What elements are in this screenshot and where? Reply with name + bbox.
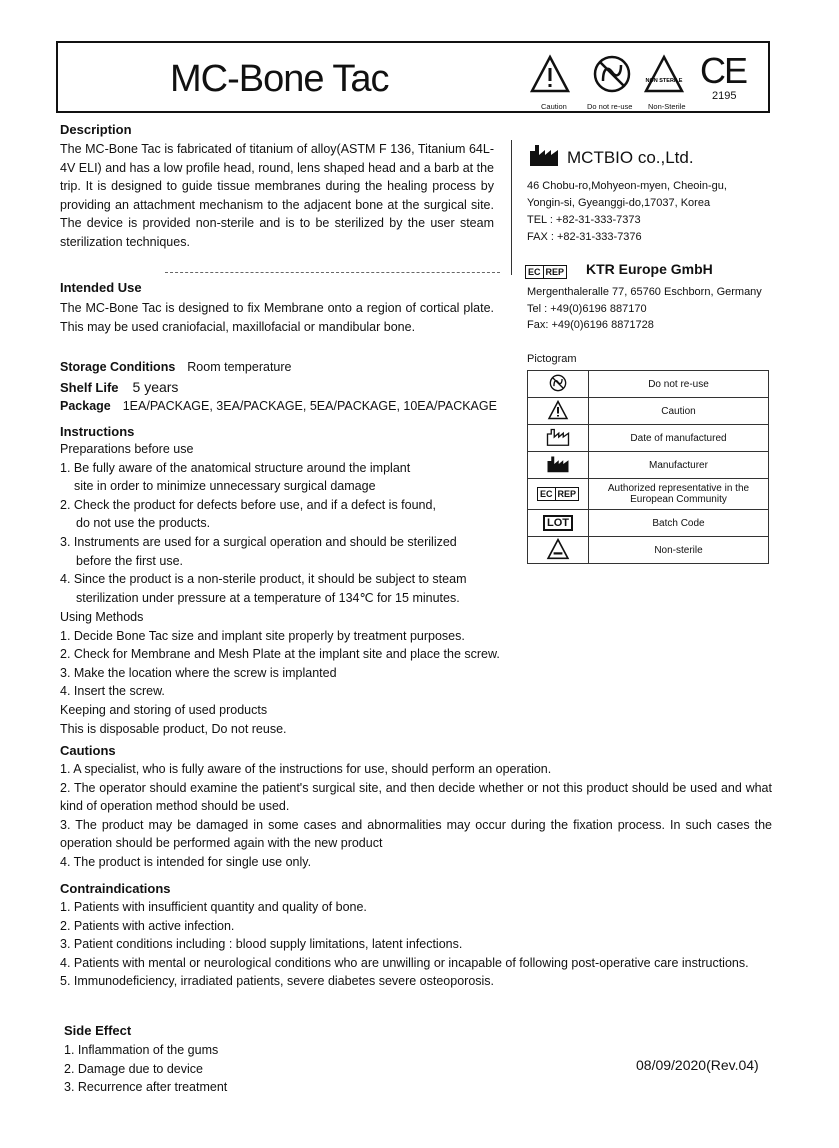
pictogram-label-cell: Batch Code (589, 510, 769, 537)
ce-number: 2195 (712, 90, 737, 102)
pictogram-label-cell: Date of manufactured (589, 425, 769, 452)
list-item: site in order to minimize unnecessary surgical damage (74, 479, 376, 494)
list-item: 2. Patients with active infection. (60, 918, 235, 933)
lot-icon: LOT (543, 515, 573, 531)
list-item: 1. A specialist, who is fully aware of the instructions for use, should perform an operation. (60, 762, 552, 776)
pictogram-label: Pictogram (527, 353, 577, 365)
table-row (528, 479, 769, 510)
pictogram-icon-cell (528, 371, 589, 398)
do-not-reuse-icon (549, 374, 567, 392)
address-line: Mergenthaleralle 77, 65760 Eschborn, Germany (527, 286, 762, 298)
list-item: do not use the products. (76, 516, 211, 531)
table-row (528, 398, 769, 425)
preparations-heading: Preparations before use (60, 442, 194, 456)
instructions-heading: Instructions (60, 424, 135, 439)
address-line: Fax: +49(0)6196 8871728 (527, 319, 654, 331)
using-methods-list (60, 608, 580, 738)
list-item: 2. Check the product for defects before use, and if a defect is found, (60, 497, 436, 512)
description-text: The MC-Bone Tac is fabricated of titanium of alloy(ASTM F 136, Titanium 64L-4V ELI) and has a low profile head, round, lens shaped head and a barb at the trip. It is designed to guide tissue membranes during the healing process by providing an attachment mechanism to the adjacent bone at the surgical site. The device is provided non-sterile and is to be sterilized by the user steam sterilization techniques. (60, 142, 494, 249)
pictogram-label-cell: Authorized representative in the European Community (589, 479, 769, 510)
list-item: 1. Inflammation of the gums (64, 1043, 219, 1057)
preparations-list (60, 440, 530, 607)
non-sterile-caption: Non-Sterile (648, 102, 686, 111)
rep-icon: REP (556, 487, 580, 501)
intended-use-heading: Intended Use (60, 280, 142, 295)
list-item: 1. Be fully aware of the anatomical structure around the implant (60, 460, 411, 475)
eu-rep-name: KTR Europe GmbH (586, 261, 713, 277)
side-effect-list (64, 1041, 227, 1097)
table-row (528, 425, 769, 452)
list-item: 2. Damage due to device (64, 1061, 203, 1076)
contraindications-list (60, 898, 772, 991)
shelf-life-row (60, 379, 178, 395)
package-row (60, 399, 497, 413)
cautions-list (60, 760, 772, 872)
product-title: MC-Bone Tac (170, 58, 389, 100)
keeping-note: Keeping and storing of used products (60, 702, 268, 717)
list-item: 3. Patient conditions including : blood supply limitations, latent infections. (60, 937, 463, 952)
pictogram-icon-cell (528, 425, 589, 452)
contraindications-heading: Contraindications (60, 881, 171, 896)
disposable-note: This is disposable product, Do not reuse. (60, 721, 287, 736)
date-of-manufacture-icon (546, 428, 570, 446)
pictogram-icon-cell (528, 398, 589, 425)
package-value: 1EA/PACKAGE, 3EA/PACKAGE, 5EA/PACKAGE, 10EA/PACKAGE (122, 399, 497, 413)
manufacturer-icon (529, 143, 559, 167)
ce-mark: CE (700, 50, 747, 91)
ec-icon: EC (525, 265, 544, 279)
address-line: TEL : +82-31-333-7373 (527, 214, 641, 226)
storage-row (60, 360, 292, 374)
pictogram-table (527, 370, 769, 564)
list-item: 1. Decide Bone Tac size and implant site properly by treatment purposes. (60, 628, 465, 643)
do-not-reuse-caption: Do not re-use (587, 102, 633, 111)
address-line: Yongin-si, Gyeanggi-do,17037, Korea (527, 197, 711, 209)
list-item: before the first use. (76, 553, 184, 568)
shelf-life-label: Shelf Life (60, 380, 119, 395)
pictogram-icon-cell (528, 537, 589, 564)
side-effect-heading: Side Effect (64, 1023, 132, 1038)
divider-dashed (165, 272, 500, 273)
using-methods-heading: Using Methods (60, 610, 144, 624)
ec-icon: EC (537, 487, 556, 501)
caution-triangle-icon (547, 400, 569, 420)
list-item: 3. Instruments are used for a surgical operation and should be sterilized (60, 534, 457, 549)
non-sterile-icon (644, 54, 684, 94)
list-item: 3. Recurrence after treatment (64, 1080, 228, 1095)
table-row (528, 452, 769, 479)
pictogram-label-cell: Manufacturer (589, 452, 769, 479)
address-line: Tel : +49(0)6196 887170 (527, 302, 647, 315)
pictogram-icon-cell (528, 479, 589, 510)
non-sterile-icon (546, 538, 570, 560)
list-item: 4. Insert the screw. (60, 684, 165, 699)
list-item: sterilization under pressure at a temperature of 134℃ for 15 minutes. (76, 590, 460, 605)
caution-triangle-icon (530, 54, 570, 94)
intended-use-text: The MC-Bone Tac is designed to fix Membrane onto a region of cortical plate. This may be used craniofacial, maxillofacial or mandibular bone. (60, 301, 494, 334)
list-item: 2. Check for Membrane and Mesh Plate at the implant site and place the screw. (60, 647, 500, 662)
list-item: 1. Patients with insufficient quantity and quality of bone. (60, 900, 367, 914)
rep-icon: REP (544, 265, 568, 279)
cautions-heading: Cautions (60, 743, 116, 758)
caution-caption: Caution (541, 102, 567, 111)
eu-rep-address (527, 284, 762, 334)
list-item: 4. Patients with mental or neurological conditions who are unwilling or incapable of following post-operative care instructions. (60, 955, 749, 970)
column-divider (511, 140, 512, 275)
address-line: 46 Chobu-ro,Mohyeon-myen, Cheoin-gu, (527, 180, 727, 192)
list-item: 3. Make the location where the screw is implanted (60, 665, 337, 680)
storage-value: Room temperature (187, 360, 292, 374)
table-row (528, 537, 769, 564)
ec-rep-badge (525, 262, 567, 280)
list-item: 5. Immunodeficiency, irradiated patients, severe diabetes severe osteoporosis. (60, 974, 495, 989)
pictogram-icon-cell (528, 510, 589, 537)
table-row (528, 510, 769, 537)
pictogram-label-cell: Caution (589, 398, 769, 425)
address-line: FAX : +82-31-333-7376 (527, 231, 642, 243)
table-row (528, 371, 769, 398)
pictogram-label-cell: Non-sterile (589, 537, 769, 564)
list-item: 3. The product may be damaged in some cases and abnormalities may occur during the fixation process. In such cases the operation should be performed again with the new product (60, 817, 772, 851)
pictogram-label-cell: Do not re-use (589, 371, 769, 398)
pictogram-icon-cell (528, 452, 589, 479)
do-not-reuse-icon (592, 54, 632, 94)
list-item: 4. Since the product is a non-sterile product, it should be subject to steam (60, 572, 467, 587)
revision-date: 08/09/2020(Rev.04) (636, 1057, 759, 1073)
manufacturer-name: MCTBIO co.,Ltd. (567, 148, 694, 167)
description-heading: Description (60, 122, 132, 137)
list-item: 4. The product is intended for single use only. (60, 854, 312, 869)
manufacturer-icon (546, 455, 570, 473)
shelf-life-value: 5 years (132, 379, 179, 395)
package-label: Package (60, 399, 111, 413)
list-item: 2. The operator should examine the patient's surgical site, and then decide whether or not this product should be used and what kind of operation method should be used. (60, 780, 772, 814)
non-sterile-inner-text: NON STERILE (645, 78, 683, 84)
storage-label: Storage Conditions (60, 360, 176, 374)
manufacturer-address (527, 178, 727, 246)
